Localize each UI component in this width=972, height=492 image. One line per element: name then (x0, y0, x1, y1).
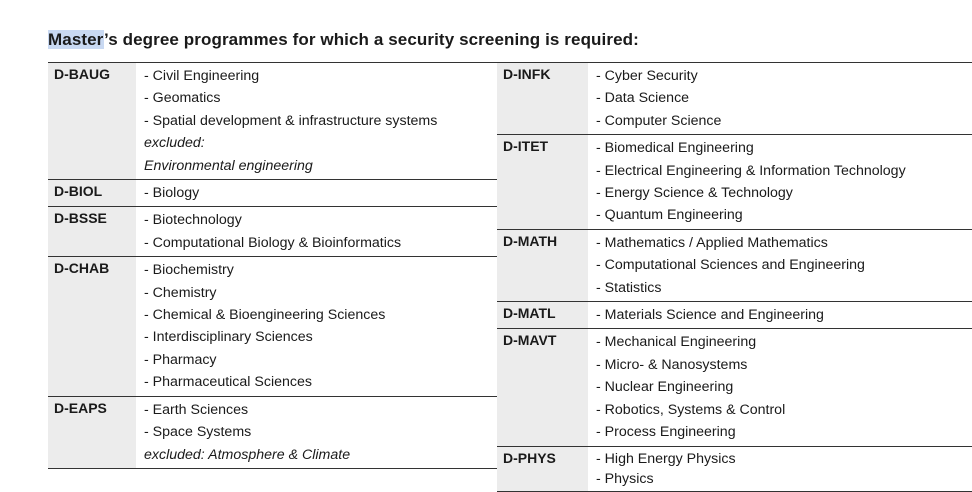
department-code: D-CHAB (48, 257, 136, 395)
programme-item: - Mathematics / Applied Mathematics (596, 234, 828, 251)
department-row (497, 446, 972, 492)
programme-list (136, 257, 497, 395)
programme-item: - Micro- & Nanosystems (596, 356, 748, 373)
department-row (48, 396, 497, 469)
programme-item: - Space Systems (144, 424, 252, 441)
programme-item: - Civil Engineering (144, 68, 260, 84)
department-code: D-MATH (497, 230, 588, 301)
department-row (48, 256, 497, 395)
programme-item: - Spatial development & infrastructure systems (144, 112, 438, 129)
programme-item: - Statistics (596, 279, 662, 296)
department-row (497, 62, 972, 134)
programme-list (588, 230, 972, 301)
programme-item: - Chemical & Bioengineering Sciences (144, 307, 386, 324)
programme-item: - Biology (144, 185, 200, 202)
programme-item: - Chemistry (144, 284, 217, 301)
department-code: D-BSSE (48, 207, 136, 256)
programme-list (588, 329, 972, 445)
programme-item: - Cyber Security (596, 68, 698, 84)
programme-item: - Process Engineering (596, 424, 736, 441)
programme-list (588, 302, 972, 328)
department-code: D-EAPS (48, 397, 136, 468)
programme-item: - Biomedical Engineering (596, 140, 754, 157)
programme-item: - Geomatics (144, 90, 221, 107)
department-row (497, 229, 972, 301)
excluded-note: excluded: (144, 135, 205, 152)
programme-item: - Pharmacy (144, 351, 217, 368)
programme-item: - Energy Science & Technology (596, 185, 793, 202)
programme-item: - Biotechnology (144, 212, 242, 229)
programme-item: - Computer Science (596, 112, 722, 129)
programme-item: - Computational Biology & Bioinformatics (144, 234, 402, 251)
programme-item: - High Energy Physics (596, 450, 736, 467)
department-code: D-INFK (497, 63, 588, 134)
programme-item: - Earth Sciences (144, 401, 249, 418)
department-row (48, 179, 497, 206)
department-row (48, 206, 497, 256)
programme-item: - Data Science (596, 90, 690, 107)
programme-list (588, 135, 972, 229)
programme-item: - Mechanical Engineering (596, 334, 757, 351)
programme-list (136, 397, 497, 468)
programme-item: - Electrical Engineering & Information Technology (596, 162, 906, 179)
programme-item: - Nuclear Engineering (596, 379, 734, 396)
department-row (497, 328, 972, 445)
department-code: D-BIOL (48, 180, 136, 206)
right-column (497, 62, 972, 492)
excluded-note: excluded: Atmosphere & Climate (144, 446, 351, 463)
left-column (48, 62, 497, 469)
department-code: D-ITET (497, 135, 588, 229)
programme-item: - Biochemistry (144, 262, 234, 279)
department-row (48, 62, 497, 179)
programme-item: - Physics (596, 470, 654, 487)
department-row (497, 301, 972, 328)
department-code: D-BAUG (48, 63, 136, 179)
programme-item: - Materials Science and Engineering (596, 307, 824, 324)
title-rest: ’s degree programmes for which a security screening is required: (104, 30, 639, 49)
programme-item: - Robotics, Systems & Control (596, 401, 786, 418)
programme-list (136, 180, 497, 206)
programme-item: - Quantum Engineering (596, 207, 743, 224)
department-code: D-PHYS (497, 447, 588, 491)
department-row (497, 134, 972, 229)
programme-item: - Computational Sciences and Engineering (596, 257, 865, 274)
title-highlight: Master (48, 30, 105, 49)
programme-list (136, 63, 497, 179)
page-title (48, 30, 639, 50)
programme-list (588, 447, 972, 491)
programme-list (136, 207, 497, 256)
programme-list (588, 63, 972, 134)
department-code: D-MATL (497, 302, 588, 328)
department-code: D-MAVT (497, 329, 588, 445)
excluded-note: Environmental engineering (144, 157, 313, 174)
programme-item: - Interdisciplinary Sciences (144, 329, 313, 346)
programme-item: - Pharmaceutical Sciences (144, 374, 312, 391)
